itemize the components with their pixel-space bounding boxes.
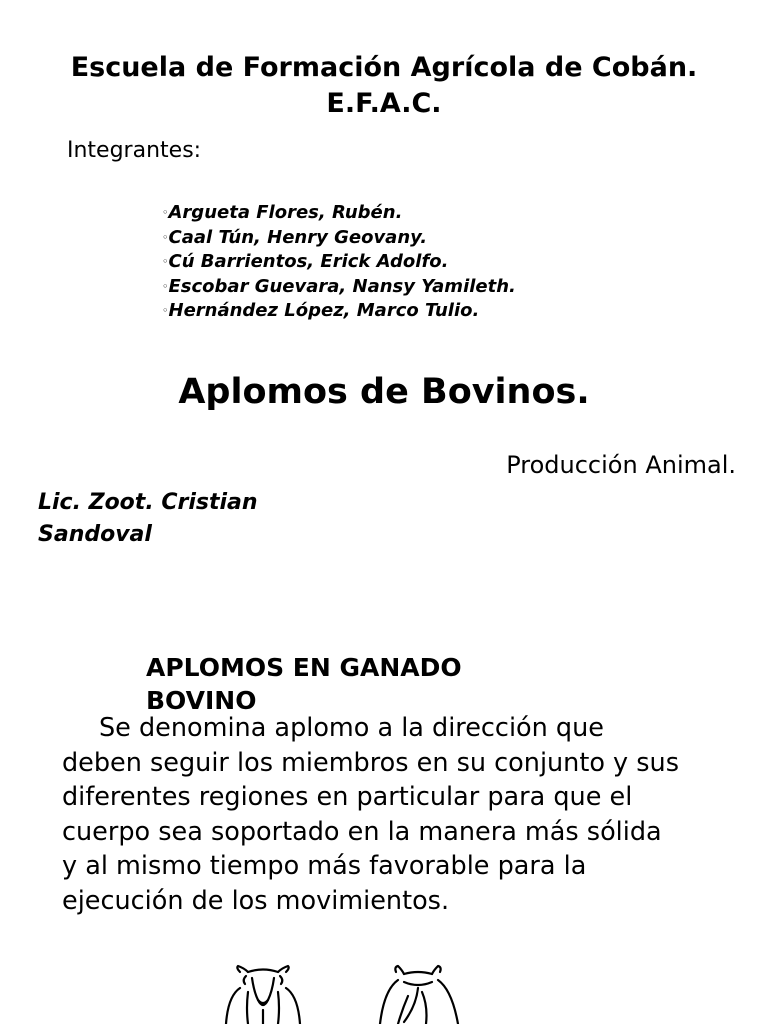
cattle-illustration <box>218 962 478 1024</box>
members-label: Integrantes: <box>67 138 202 163</box>
section-paragraph: Se denomina aplomo a la dirección que deben seguir los miembros en su conjunto y sus diferentes regiones en particular para que el cuerpo sea soportado en la manera más sólida y al mismo tiempo más favorable para la ejecución de los movimientos. <box>62 713 679 916</box>
teacher-name: Lic. Zoot. Cristian Sandoval <box>38 490 258 547</box>
member-name: Hernández López, Marco Tulio. <box>168 300 480 321</box>
list-item <box>162 275 516 300</box>
bullet-icon: ◦ <box>162 304 169 317</box>
school-name: Escuela de Formación Agrícola de Cobán. <box>70 52 698 83</box>
list-item <box>162 226 516 251</box>
member-name: Escobar Guevara, Nansy Yamileth. <box>168 275 516 297</box>
list-item <box>162 201 516 226</box>
list-item <box>162 299 516 324</box>
members-list <box>162 201 516 324</box>
member-name: Cú Barrientos, Erick Adolfo. <box>168 251 449 272</box>
bullet-icon: ◦ <box>162 230 169 244</box>
member-name: Argueta Flores, Rubén. <box>168 202 403 223</box>
school-abbreviation: E.F.A.C. <box>326 88 442 119</box>
bovine-rear-view-figure <box>380 966 458 1024</box>
section-heading: APLOMOS EN GANADO BOVINO <box>146 653 462 715</box>
bullet-icon: ◦ <box>162 255 169 268</box>
bullet-icon: ◦ <box>162 279 169 293</box>
member-name: Caal Tún, Henry Geovany. <box>168 226 428 248</box>
list-item <box>162 250 516 275</box>
document-title: Aplomos de Bovinos. <box>178 372 590 412</box>
bovine-front-view-figure <box>226 966 300 1024</box>
bullet-icon: ◦ <box>162 206 169 219</box>
course-subject: Producción Animal. <box>506 451 736 479</box>
